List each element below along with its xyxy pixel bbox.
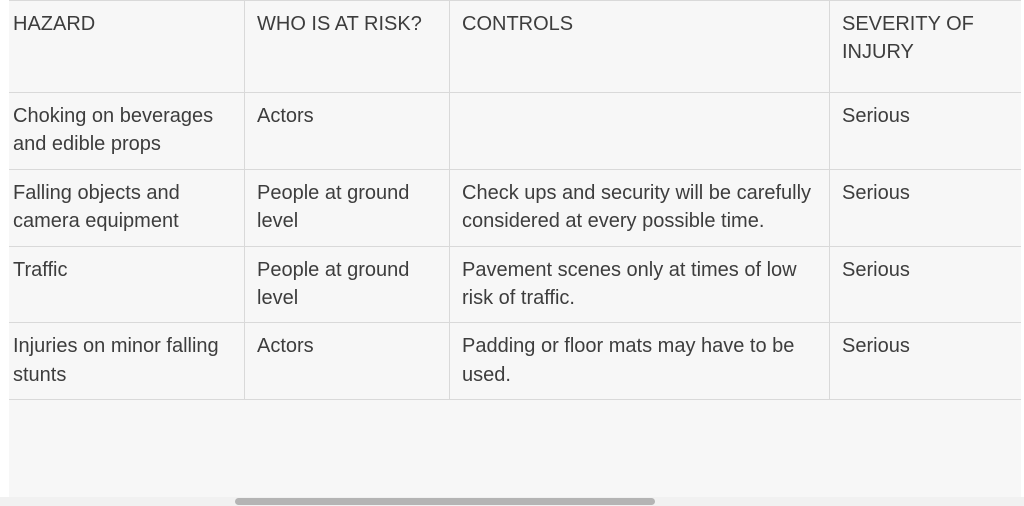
cell-who-is-at-risk: Actors [245, 323, 450, 400]
horizontal-scrollbar[interactable] [0, 497, 1024, 506]
table-row [1, 246, 1024, 323]
cell-who-is-at-risk: People at ground level [245, 246, 450, 323]
column-header-who-is-at-risk: WHO IS AT RISK? [245, 1, 450, 93]
table-row [1, 169, 1024, 246]
cell-severity-of-injury: Serious [830, 246, 1024, 323]
cell-severity-of-injury: Serious [830, 169, 1024, 246]
cell-hazard: Falling objects and camera equipment [1, 169, 245, 246]
table-row [1, 323, 1024, 400]
table-header-row [1, 1, 1024, 93]
page-left-margin [0, 0, 9, 506]
cell-who-is-at-risk: People at ground level [245, 169, 450, 246]
cell-hazard: Injuries on minor falling stunts [1, 323, 245, 400]
table-row [1, 93, 1024, 170]
horizontal-scrollbar-thumb[interactable] [235, 498, 655, 505]
cell-severity-of-injury: Serious [830, 93, 1024, 170]
cell-hazard: Choking on beverages and edible props [1, 93, 245, 170]
cell-who-is-at-risk: Actors [245, 93, 450, 170]
cell-controls: Pavement scenes only at times of low risk of traffic. [450, 246, 830, 323]
cell-controls: Padding or floor mats may have to be used. [450, 323, 830, 400]
cell-severity-of-injury: Serious [830, 323, 1024, 400]
cell-controls: Check ups and security will be carefully considered at every possible time. [450, 169, 830, 246]
cell-hazard: Traffic [1, 246, 245, 323]
column-header-hazard: HAZARD [1, 1, 245, 93]
cell-controls [450, 93, 830, 170]
column-header-controls: CONTROLS [450, 1, 830, 93]
column-header-severity-of-injury: SEVERITY OF INJURY [830, 1, 1024, 93]
